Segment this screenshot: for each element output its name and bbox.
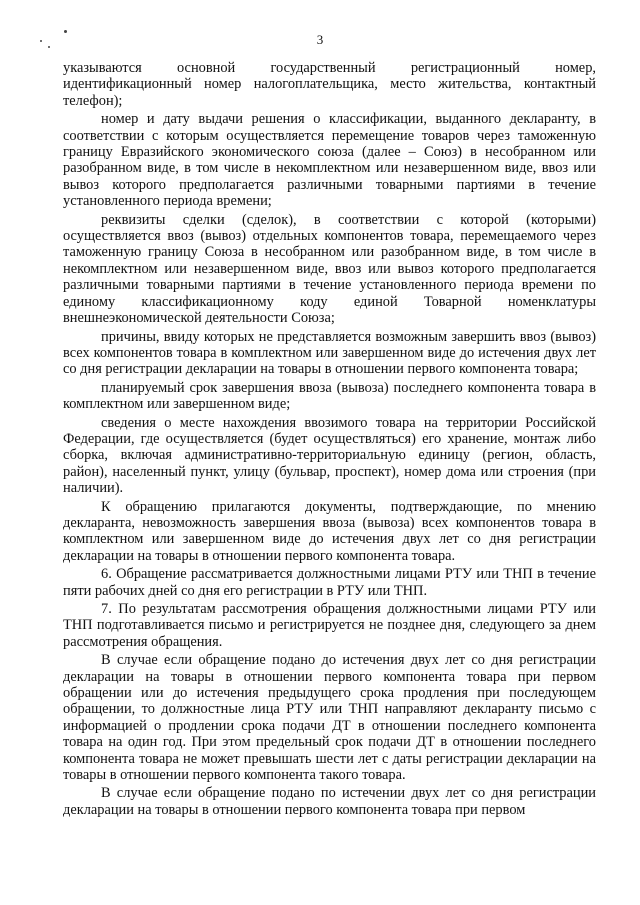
paragraph: реквизиты сделки (сделок), в соответствии с которой (которыми) осуществляется ввоз (вывоз) отдельных компонентов товара, перемещаемого через таможенную границу Союза в несобранном или разобранном виде, в том числе в некомплектном или незавершенном виде, ввоз или вывоз которого предполагается различными товарными партиями в течение установленного периода времени по единому классификационному коду единой Товарной номенклатуры внешнеэкономической деятельности Союза; xyxy=(63,211,596,327)
paragraph: К обращению прилагаются документы, подтверждающие, по мнению декларанта, невозможность завершения ввоза (вывоза) всех компонентов товара в комплектном или завершенном виде до истечения двух лет со дня регистрации декларации на товары в отношении первого компонента товара. xyxy=(63,498,596,564)
paragraph: причины, ввиду которых не представляется возможным завершить ввоз (вывоз) всех компонентов товара в комплектном или завершенном виде до истечения двух лет со дня регистрации декларации на товары в отношении первого компонента товара; xyxy=(63,328,596,378)
paragraph: В случае если обращение подано до истечения двух лет со дня регистрации декларации на товары в отношении первого компонента товара при первом обращении или до истечения предыдущего срока продления при последующем обращении, то должностные лица РТУ или ТНП направляют декларанту письмо с информацией о продлении срока подачи ДТ в отношении последнего компонента товара на один год. При этом предельный срок подачи ДТ в отношении последнего компонента товара не может превышать шести лет с даты регистрации декларации на товары в отношении первого компонента такого товара. xyxy=(63,652,596,784)
paragraph: номер и дату выдачи решения о классификации, выданного декларанту, в соответствии с которым осуществляется перемещение товаров через таможенную границу Евразийского экономического союза (далее – Союз) в несобранном или разобранном виде, в том числе в некомплектном или незавершенном виде, ввоз или вывоз которого предполагается различными товарными партиями в течение установленного периода времени; xyxy=(63,111,596,210)
document-body xyxy=(63,60,596,818)
paragraph: планируемый срок завершения ввоза (вывоза) последнего компонента товара в комплектном или завершенном виде; xyxy=(63,379,596,413)
paragraph: 6. Обращение рассматривается должностными лицами РТУ или ТНП в течение пяти рабочих дней со дня его регистрации в РТУ или ТНП. xyxy=(63,566,596,599)
paragraph: В случае если обращение подано по истечении двух лет со дня регистрации декларации на товары в отношении первого компонента товара при первом xyxy=(63,785,596,818)
paragraph: 7. По результатам рассмотрения обращения должностными лицами РТУ или ТНП подготавливается письмо и регистрируется не позднее дня, следующего за днем рассмотрения обращения. xyxy=(63,601,596,650)
paragraph: сведения о месте нахождения ввозимого товара на территории Российской Федерации, где осуществляется (будет осуществляться) его хранение, монтаж либо сборка, включая административно-территориальную единицу (регион, область, район), населенный пункт, улицу (бульвар, проспект), номер дома или строения (при наличии). xyxy=(63,414,596,497)
page-number: 3 xyxy=(316,32,324,47)
paragraph: указываются основной государственный регистрационный номер, идентификационный номер налогоплательщика, место жительства, контактный телефон); xyxy=(63,60,596,109)
